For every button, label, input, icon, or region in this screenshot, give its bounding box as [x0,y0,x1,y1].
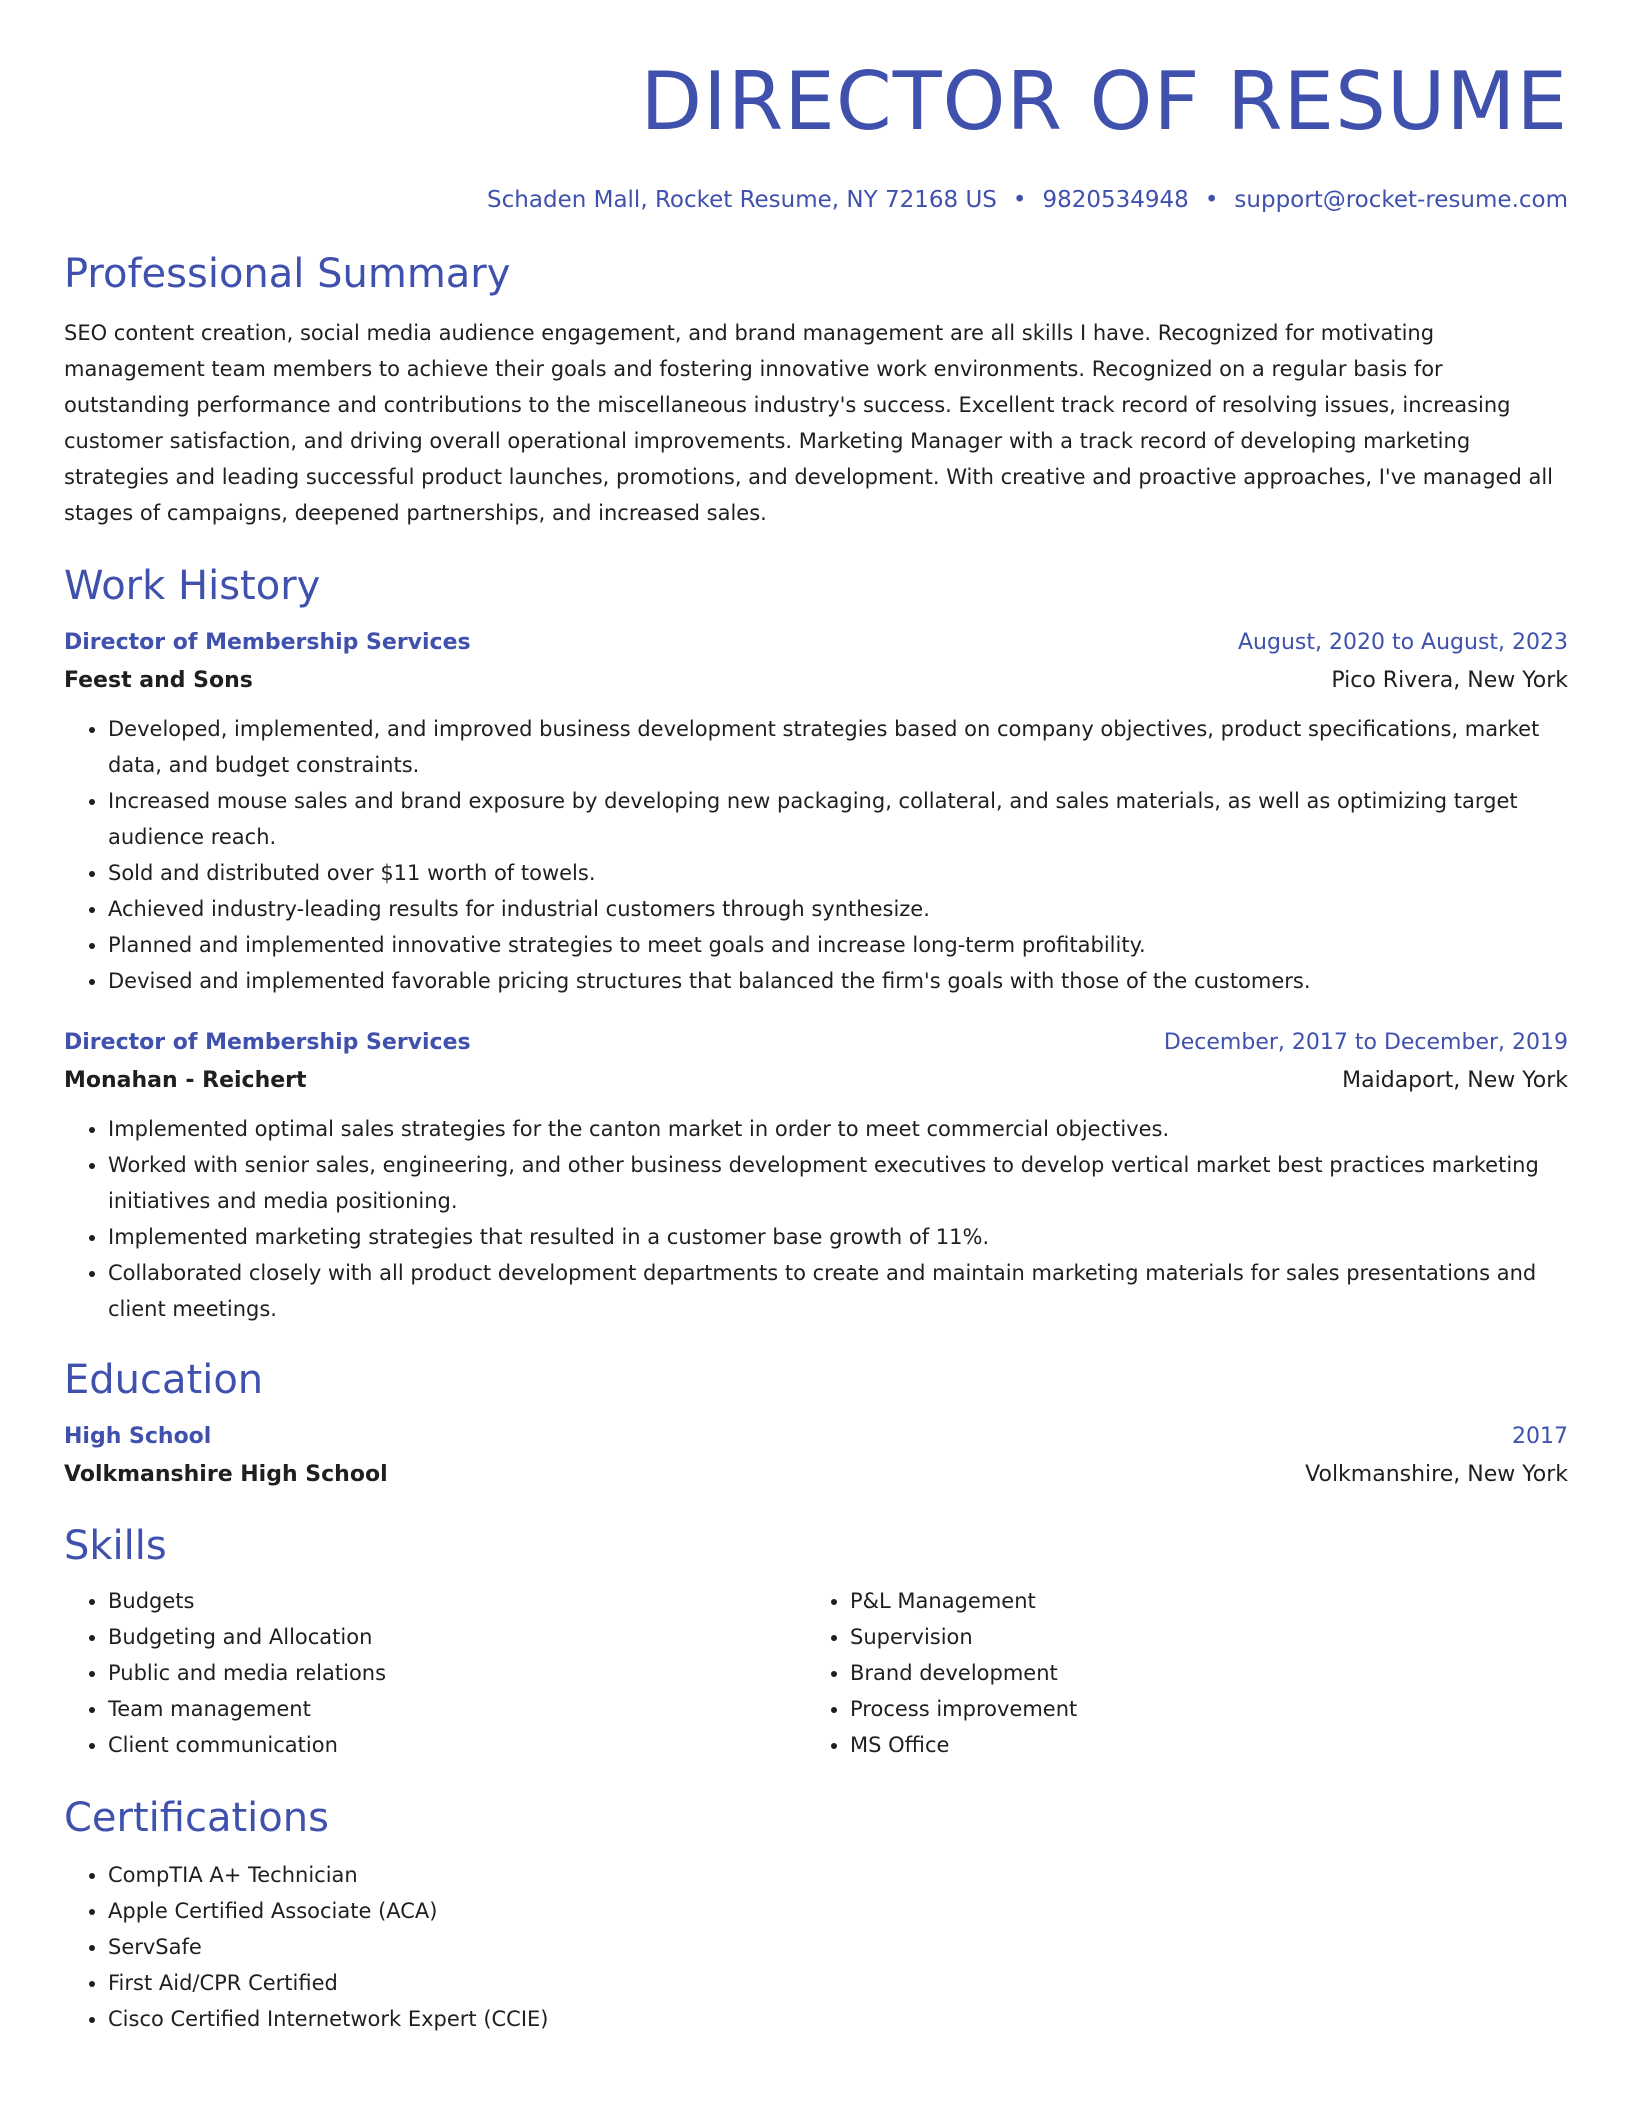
job-role: Director of Membership Services [64,630,471,655]
job-bullet: • Worked with senior sales, engineering, and other business development executives to develop vertical market best practices marketing initiatives and media positioning. [108,1147,1568,1219]
certification-item: • ServSafe [108,1929,1568,1965]
job-subheader [64,1065,1568,1097]
skills-list-right [806,1583,1548,1763]
skills-list-left [64,1583,806,1763]
summary-text: SEO content creation, social media audience engagement, and brand management are all skills I have. Recognized for motivating management team members to achieve their goals and fostering innovative work environments. Recognized on a regular basis for outstanding performance and contributions to the miscellaneous industry's success. Excellent track record of resolving issues, increasing customer satisfaction, and driving overall operational improvements. Marketing Manager with a track record of developing marketing strategies and leading successful product launches, promotions, and development. With creative and proactive approaches, I've managed all stages of campaigns, deepened partnerships, and increased sales. [64,321,1554,525]
job-bullet: • Implemented optimal sales strategies for the canton market in order to meet commercial objectives. [108,1111,1568,1147]
skill-item: • Public and media relations [108,1655,806,1691]
job-bullet: • Planned and implemented innovative strategies to meet goals and increase long-term profitability. [108,927,1568,963]
section-title-summary: Professional Summary [64,251,511,297]
contact-line [64,185,1568,215]
job-dates: August, 2020 to August, 2023 [1238,630,1568,655]
job-location: Maidaport, New York [1342,1068,1568,1093]
section-title-certifications: Certifications [64,1795,329,1841]
job-location: Pico Rivera, New York [1331,668,1568,693]
job-entry [64,627,1568,999]
job-header [64,627,1568,659]
job-bullet: • Implemented marketing strategies that resulted in a customer base growth of 11%. [108,1219,1568,1255]
job-bullet-list [64,1111,1568,1327]
education-header [64,1421,1568,1453]
job-bullet: • Sold and distributed over $11 worth of towels. [108,855,1568,891]
certification-item: • Cisco Certified Internetwork Expert (CCIE) [108,2001,1568,2037]
education-location: Volkmanshire, New York [1305,1462,1568,1487]
job-bullet: • Achieved industry-leading results for industrial customers through synthesize. [108,891,1568,927]
job-entry [64,1027,1568,1327]
skill-item: • Budgeting and Allocation [108,1619,806,1655]
section-title-skills: Skills [64,1523,167,1569]
certification-item: • CompTIA A+ Technician [108,1857,1568,1893]
skill-item: • P&L Management [850,1583,1548,1619]
section-title-work-history: Work History [64,563,321,609]
contact-separator: • [1012,187,1027,213]
skill-item: • Brand development [850,1655,1548,1691]
skill-item: • Supervision [850,1619,1548,1655]
job-bullet: • Collaborated closely with all product development departments to create and maintain marketing materials for sales presentations and client meetings. [108,1255,1568,1327]
certifications-list [64,1857,1568,2037]
skills-grid [64,1583,1568,1763]
skill-item: • Team management [108,1691,806,1727]
job-bullet: • Increased mouse sales and brand exposure by developing new packaging, collateral, and sales materials, as well as optimizing target audience reach. [108,783,1568,855]
skill-item: • Budgets [108,1583,806,1619]
contact-separator: • [1204,187,1219,213]
job-bullet: • Developed, implemented, and improved business development strategies based on company objectives, product specifications, market data, and budget constraints. [108,711,1568,783]
skill-item: • Process improvement [850,1691,1548,1727]
candidate-name: DIRECTOR OF RESUME [640,55,1568,148]
contact-phone[interactable]: 9820534948 [1042,187,1189,213]
job-bullet-list [64,711,1568,999]
contact-email[interactable]: support@rocket-resume.com [1234,187,1568,213]
skill-item: • MS Office [850,1727,1548,1763]
job-company: Feest and Sons [64,668,253,693]
job-company: Monahan - Reichert [64,1068,307,1093]
certification-item: • Apple Certified Associate (ACA) [108,1893,1568,1929]
education-entry [64,1421,1568,1491]
education-year: 2017 [1512,1424,1568,1449]
job-subheader [64,665,1568,697]
education-degree: High School [64,1424,212,1449]
contact-address: Schaden Mall, Rocket Resume, NY 72168 US [487,187,997,213]
job-bullet: • Devised and implemented favorable pricing structures that balanced the firm's goals with those of the customers. [108,963,1568,999]
job-role: Director of Membership Services [64,1030,471,1055]
job-dates: December, 2017 to December, 2019 [1163,1030,1568,1055]
skill-item: • Client communication [108,1727,806,1763]
section-title-education: Education [64,1357,264,1403]
certification-item: • First Aid/CPR Certified [108,1965,1568,2001]
education-school: Volkmanshire High School [64,1462,388,1487]
education-subheader [64,1459,1568,1491]
job-header [64,1027,1568,1059]
